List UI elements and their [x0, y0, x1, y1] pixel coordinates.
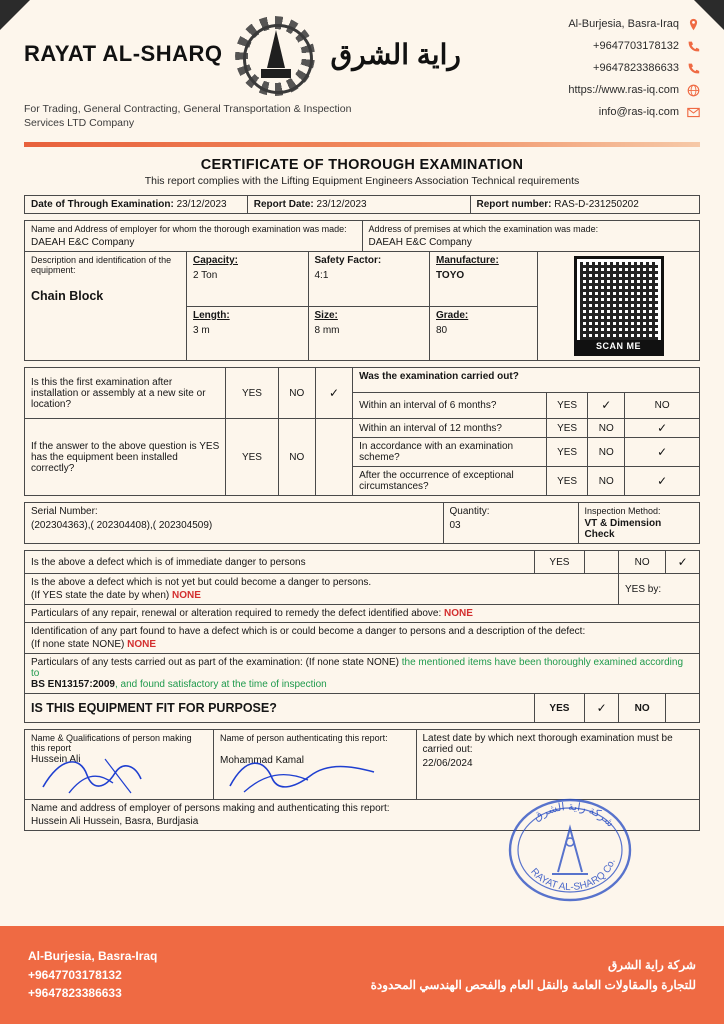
interval-12-months-no-checkbox[interactable]: ✓	[625, 419, 700, 438]
maker-cell	[25, 730, 214, 800]
identification-value: NONE	[127, 639, 157, 650]
contact-phone-2[interactable]	[568, 62, 700, 75]
authenticator-name: Mohammad Kamal	[220, 755, 304, 766]
footer-phone-2: +9647823386633	[28, 986, 122, 1001]
report-number-value: RAS-D-231250202	[554, 199, 639, 210]
svg-text:شركة راية الشرق: شركة راية الشرق	[531, 800, 617, 830]
location-pin-icon	[687, 18, 700, 31]
fit-for-purpose-no-checkbox[interactable]	[666, 694, 700, 723]
future-danger-value: NONE	[172, 590, 201, 601]
future-danger-yes-by: YES by:	[619, 574, 700, 605]
repair-question: Particulars of any repair, renewal or alteration required to remedy the defect identified above:	[31, 608, 442, 619]
immediate-danger-no-checkbox[interactable]: ✓	[666, 551, 700, 574]
contact-website[interactable]	[568, 84, 700, 97]
signoff-employer-cell	[25, 800, 700, 831]
interval-12-months-question: Within an interval of 12 months?	[353, 419, 547, 438]
interval-6-months-yes-label: YES	[547, 392, 588, 418]
length-value: 3 m	[193, 324, 210, 336]
company-name-en: RAYAT AL-SHARQ	[24, 41, 223, 66]
employer-value: DAEAH E&C Company	[31, 237, 135, 248]
table-row	[25, 551, 700, 574]
table-row	[25, 605, 700, 623]
report-number-cell	[470, 196, 700, 214]
meta-table	[24, 195, 700, 214]
size-label: Size:	[314, 309, 338, 321]
immediate-danger-question: Is the above a defect which is of immediate danger to persons	[25, 551, 535, 574]
first-exam-yes-label: YES	[226, 368, 278, 419]
qr-code[interactable]	[574, 256, 664, 356]
document-footer	[0, 926, 724, 1024]
equipment-table	[24, 251, 700, 361]
table-row	[25, 196, 700, 214]
employer-cell	[25, 221, 363, 252]
premises-value: DAEAH E&C Company	[368, 237, 472, 248]
capacity-cell	[187, 252, 309, 307]
table-row	[25, 800, 700, 831]
table-row	[25, 574, 700, 605]
table-row	[25, 368, 700, 393]
exam-date-cell	[25, 196, 248, 214]
size-cell	[308, 306, 430, 361]
manufacture-cell	[430, 252, 538, 307]
installed-correctly-yes-label: YES	[226, 419, 278, 496]
oil-derrick-gear-logo-icon	[229, 14, 325, 94]
employer-table	[24, 220, 700, 252]
table-row	[25, 654, 700, 694]
capacity-value: 2 Ton	[193, 270, 218, 281]
table-row	[25, 503, 700, 544]
contact-website-text: https://www.ras-iq.com	[568, 84, 679, 96]
table-row	[25, 694, 700, 723]
fit-for-purpose-yes-checkbox[interactable]: ✓	[585, 694, 619, 723]
installed-correctly-question: If the answer to the above question is YES has the equipment been installed correctly?	[25, 419, 226, 496]
fit-for-purpose-question: IS THIS EQUIPMENT FIT FOR PURPOSE?	[25, 694, 535, 723]
report-date-value: 23/12/2023	[316, 199, 367, 210]
footer-tagline-ar: للتجارة والمقاولات العامة والنقل العام والفحص الهندسي المحدودة	[370, 978, 696, 992]
phone-icon	[687, 40, 700, 53]
footer-phone-1: +9647703178132	[28, 967, 122, 982]
inspection-method-value: VT & Dimension Check	[584, 518, 662, 540]
maker-signature	[31, 765, 207, 795]
inspection-method-cell	[578, 503, 700, 544]
manufacture-value: TOYO	[436, 270, 465, 281]
company-name-ar: راية الشرق	[330, 38, 461, 70]
table-row	[25, 221, 700, 252]
next-exam-value: 22/06/2024	[422, 758, 473, 769]
report-date-cell	[247, 196, 470, 214]
future-danger-sub: (If YES state the date by when)	[31, 590, 170, 601]
contact-email[interactable]	[568, 106, 700, 119]
authenticator-label: Name of person authenticating this report:	[220, 733, 388, 743]
manufacture-label: Manufacture:	[436, 255, 499, 266]
premises-cell	[362, 221, 700, 252]
contact-phone-2-text: +9647823386633	[593, 62, 679, 74]
capacity-label: Capacity:	[193, 255, 239, 266]
page-subtitle: This report complies with the Lifting Equipment Engineers Association Technical requirements	[144, 175, 580, 187]
quantity-cell	[443, 503, 578, 544]
identification-question: Identification of any part found to have a defect which is or could become a danger to persons and a description of the defect:	[31, 626, 586, 637]
report-date-label: Report Date:	[253, 199, 314, 210]
signoff-employer-value: Hussein Ali Hussein, Basra, Burdjasia	[31, 816, 199, 827]
installed-correctly-no-label: NO	[278, 419, 315, 496]
grade-value: 80	[436, 324, 448, 336]
next-exam-cell	[416, 730, 700, 800]
exam-scheme-no-checkbox[interactable]: ✓	[625, 438, 700, 467]
repair-value: NONE	[444, 608, 473, 619]
next-exam-label: Latest date by which next thorough examination must be carried out:	[422, 733, 673, 755]
length-label: Length:	[193, 309, 230, 321]
qr-code-cell	[538, 252, 700, 361]
contact-phone-1[interactable]	[568, 40, 700, 53]
contact-email-text: info@ras-iq.com	[598, 106, 679, 118]
equipment-name: Chain Block	[31, 289, 104, 303]
safety-factor-cell	[308, 252, 430, 307]
questions-table	[24, 367, 700, 496]
inspection-method-label: Inspection Method:	[584, 506, 661, 516]
equipment-label: Description and identification of the equipment:	[31, 255, 172, 275]
exceptional-circumstances-question: After the occurrence of exceptional circumstances?	[353, 467, 547, 496]
mail-icon	[687, 106, 700, 119]
exam-scheme-no-label: NO	[588, 438, 625, 467]
serial-cell	[25, 503, 444, 544]
exam-date-label: Date of Through Examination:	[31, 199, 174, 210]
tests-question: Particulars of any tests carried out as part of the examination: (If none state NONE)	[31, 657, 399, 668]
phone-icon	[687, 62, 700, 75]
globe-icon	[687, 84, 700, 97]
identification-sub: (If none state NONE)	[31, 639, 125, 650]
svg-text:RAYAT AL-SHARQ Co.: RAYAT AL-SHARQ Co.	[528, 857, 618, 894]
contact-phone-1-text: +9647703178132	[593, 40, 679, 52]
company-tagline: For Trading, General Contracting, General Transportation & Inspection Services LTD Company	[24, 103, 352, 130]
immediate-danger-yes-label: YES	[534, 551, 585, 574]
authenticator-signature	[220, 766, 410, 796]
interval-12-months-yes-label: YES	[547, 419, 588, 438]
authenticator-cell	[214, 730, 417, 800]
length-cell	[187, 306, 309, 361]
qr-code-label: SCAN ME	[577, 340, 661, 353]
safety-factor-value: 4:1	[314, 270, 329, 281]
first-exam-question: Is this the first examination after installation or assembly at a new site or location?	[25, 368, 226, 419]
exceptional-circumstances-yes-label: YES	[547, 467, 588, 496]
exam-date-value: 23/12/2023	[176, 199, 227, 210]
exam-scheme-yes-label: YES	[547, 438, 588, 467]
future-danger-question: Is the above a defect which is not yet but could become a danger to persons.	[31, 577, 372, 588]
serial-value: (202304363),( 202304408),( 202304509)	[31, 520, 213, 531]
employer-label: Name and Address of employer for whom the thorough examination was made:	[31, 224, 347, 234]
immediate-danger-no-label: NO	[619, 551, 666, 574]
identification-cell	[25, 623, 700, 654]
table-row	[25, 623, 700, 654]
page-title: CERTIFICATE OF THOROUGH EXAMINATION	[200, 157, 524, 173]
first-exam-no-checkbox[interactable]: ✓	[315, 368, 352, 419]
table-row	[25, 252, 700, 307]
tests-cell	[25, 654, 700, 694]
quantity-value: 03	[449, 520, 461, 531]
interval-12-months-no-label: NO	[588, 419, 625, 438]
immediate-danger-yes-checkbox[interactable]	[585, 551, 619, 574]
interval-6-months-question: Within an interval of 6 months?	[353, 392, 547, 418]
equipment-description-cell	[25, 252, 187, 361]
interval-6-months-no-label: NO	[625, 392, 700, 418]
maker-name: Hussein Ali	[31, 754, 81, 765]
footer-arabic-block	[371, 955, 696, 996]
footer-contact-block	[28, 947, 157, 1003]
first-exam-no-label: NO	[278, 368, 315, 419]
fit-for-purpose-no-label: NO	[619, 694, 666, 723]
exam-scheme-question: In accordance with an examination scheme?	[353, 438, 547, 467]
contact-address-text: Al-Burjesia, Basra-Iraq	[568, 18, 679, 30]
signoff-table	[24, 729, 700, 831]
tests-note-part2: , and found satisfactory at the time of inspection	[114, 679, 327, 690]
exceptional-circumstances-no-checkbox[interactable]: ✓	[625, 467, 700, 496]
serial-table	[24, 502, 700, 544]
table-row	[25, 419, 700, 438]
maker-label: Name & Qualifications of person making this report	[31, 733, 192, 753]
quantity-label: Quantity:	[449, 506, 490, 517]
exam-carried-out-header: Was the examination carried out?	[353, 368, 700, 393]
meta-section	[24, 195, 700, 214]
size-value: 8 mm	[314, 324, 340, 336]
report-number-label: Report number:	[476, 199, 552, 210]
interval-6-months-yes-checkbox[interactable]: ✓	[588, 392, 625, 418]
grade-cell	[430, 306, 538, 361]
serial-label: Serial Number:	[31, 506, 98, 517]
main-section	[24, 220, 700, 831]
defects-table	[24, 550, 700, 723]
document-header	[0, 0, 724, 140]
signoff-employer-label: Name and address of employer of persons making and authenticating this report:	[31, 803, 390, 814]
grade-label: Grade:	[436, 309, 469, 321]
tests-standard: BS EN13157:2009	[31, 679, 115, 690]
footer-company-ar: شركة راية الشرق	[607, 957, 696, 972]
exceptional-circumstances-no-label: NO	[588, 467, 625, 496]
fit-for-purpose-yes-label: YES	[534, 694, 585, 723]
contact-address	[568, 18, 700, 31]
table-row	[25, 730, 700, 800]
footer-address: Al-Burjesia, Basra-Iraq	[28, 949, 158, 964]
safety-factor-label: Safety Factor:	[314, 255, 382, 266]
qr-code-image	[580, 262, 658, 340]
future-danger-cell	[25, 574, 619, 605]
installed-correctly-checkbox[interactable]	[315, 419, 352, 496]
repair-cell	[25, 605, 700, 623]
contact-block	[568, 14, 700, 128]
header-divider	[24, 142, 700, 147]
tests-note-part1: the mentioned items have been thoroughly examined according to	[31, 657, 684, 679]
premises-label: Address of premises at which the examination was made:	[368, 224, 599, 234]
company-branding	[24, 14, 461, 130]
